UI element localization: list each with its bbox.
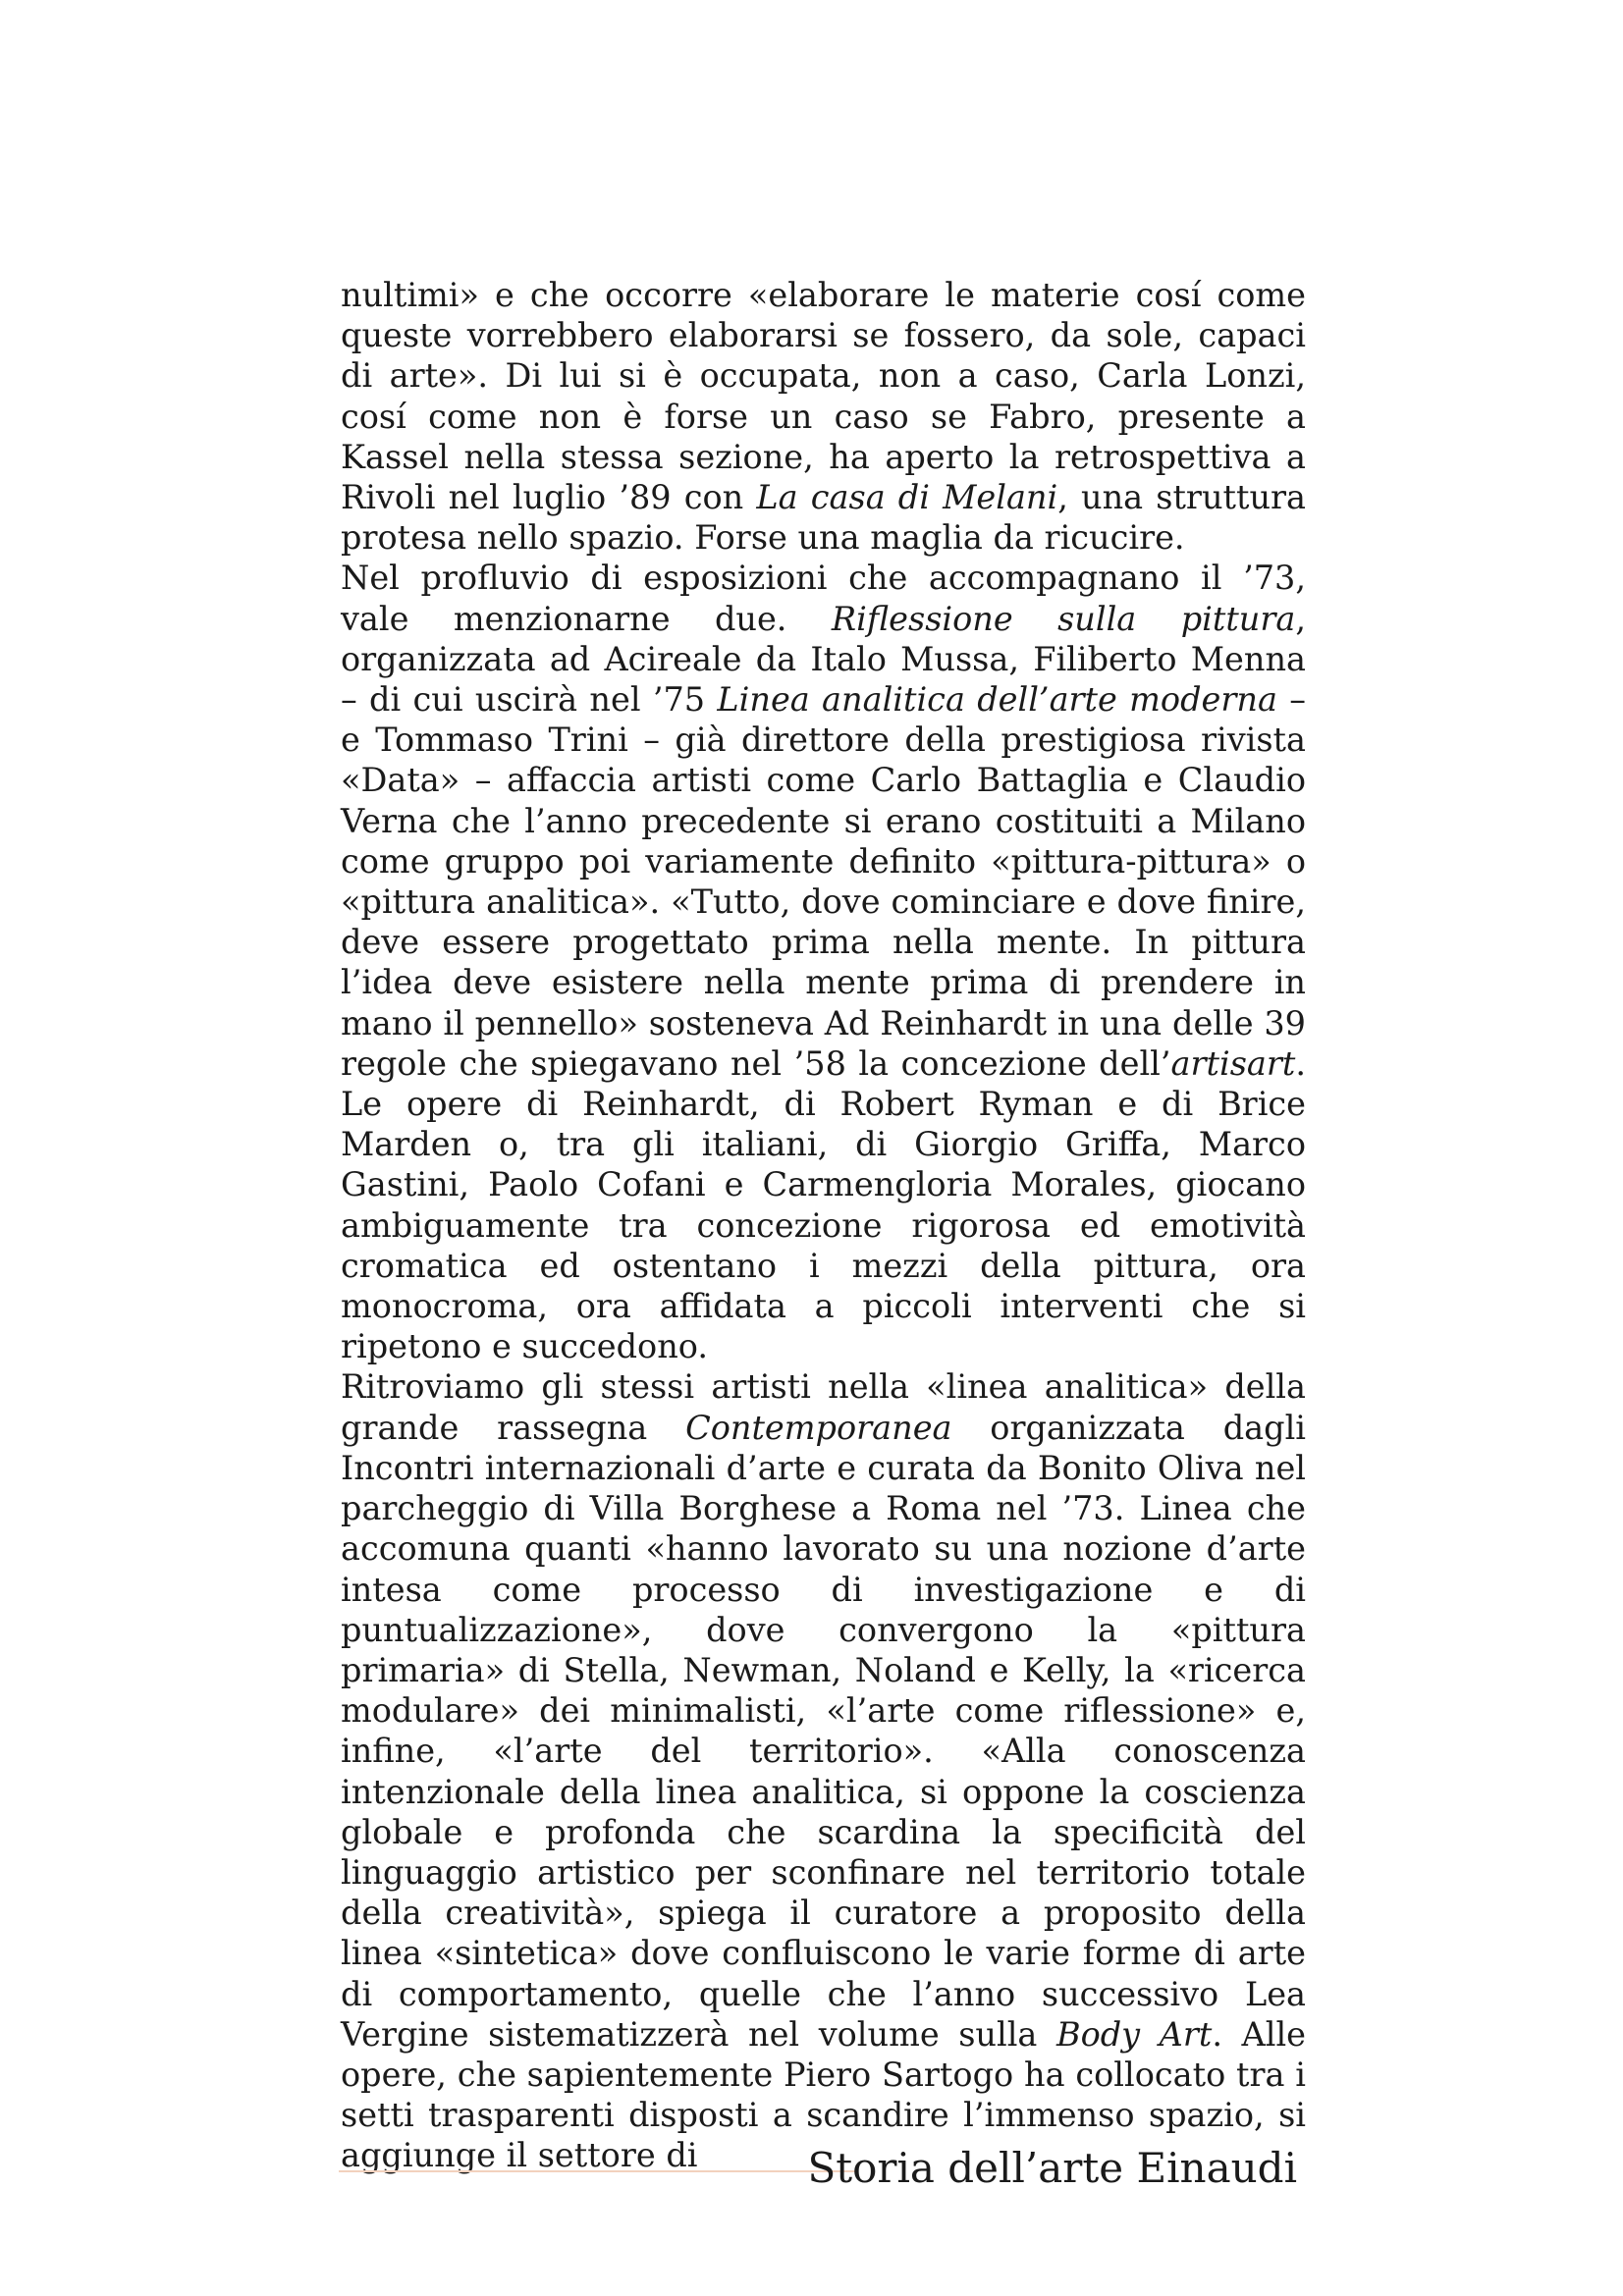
footer-rule	[339, 2170, 857, 2172]
paragraph-2	[341, 558, 1306, 1366]
text-run: Ritroviamo gli stessi artisti nella «linea analitica» della grande rassegna	[341, 1367, 1306, 1447]
paragraph-3	[341, 1366, 1306, 2175]
text-run: , organizzata ad Acireale da Italo Mussa, Filiberto Menna – di cui uscirà nel ’75	[341, 599, 1306, 720]
italic-title: Body Art	[1055, 2014, 1213, 2054]
italic-title: La casa di Melani	[756, 478, 1058, 517]
body-text	[341, 275, 1306, 2176]
italic-title: Riflessione sulla pittura	[831, 599, 1296, 638]
text-run: . Le opere di Reinhardt, di Robert Ryman e di Brice Marden o, tra gli italiani, di Giorgio Griffa, Marco Gastini, Paolo Cofani e Carmengloria Morales, giocano ambiguamente tra concezione rigorosa ed emotività cromatica ed ostentano i mezzi della pittura, ora monocroma, ora affidata a piccoli interventi che si ripetono e succedono.	[341, 1043, 1306, 1366]
text-run: Nel profluvio di esposizioni che accompagnano il ’73, vale menzionarne due.	[341, 559, 1306, 638]
text-run: , una struttura protesa nello spazio. Forse una maglia da ricucire.	[341, 478, 1307, 558]
footer-title: Storia dell’arte Einaudi	[807, 2144, 1297, 2192]
text-run: organizzata dagli Incontri internazionali d’arte e curata da Bonito Oliva nel parcheggio di Villa Borghese a Roma nel ’73. Linea che accomuna quanti «hanno lavorato su una nozione d’arte intesa come processo di investigazione e di puntualizzazione», dove convergono la «pittura primaria» di Stella, Newman, Noland e Kelly, la «ricerca modulare» dei minimalisti, «l’arte come riflessione» e, infine, «l’arte del territorio». «Alla conoscenza intenzionale della linea analitica, si oppone la coscienza globale e profonda che scardina la specificità del linguaggio artistico per sconfinare nel territorio totale della creatività», spiega il curatore a proposito della linea «sintetica» dove confluiscono le varie forme di arte di comportamento, quelle che l’anno successivo Lea Vergine sistematizzerà nel volume sulla	[341, 1408, 1307, 2054]
text-run: – e Tommaso Trini – già direttore della prestigiosa rivista «Data» – affaccia artisti come Carlo Battaglia e Claudio Verna che l’anno precedente si erano costituiti a Milano come gruppo poi variamente definito «pittura-pittura» o «pittura analitica». «Tutto, dove cominciare e dove finire, deve essere progettato prima nella mente. In pittura l’idea deve esistere nella mente prima di prendere in mano il pennello» sosteneva Ad Reinhardt in una delle 39 regole che spiegavano nel ’58 la concezione dell’	[341, 680, 1306, 1083]
text-run: . Alle opere, che sapientemente Piero Sartogo ha collocato tra i setti trasparenti disposti a scandire l’immenso spazio, si aggiunge il settore di	[341, 2014, 1306, 2175]
italic-title: Linea analitica dell’arte moderna	[717, 680, 1277, 720]
italic-title: Contemporanea	[685, 1408, 952, 1447]
paragraph-1	[341, 275, 1306, 558]
text-run: nultimi» e che occorre «elaborare le materie cosí come queste vorrebbero elaborarsi se fossero, da sole, capaci di arte». Di lui si è occupata, non a caso, Carla Lonzi, cosí come non è forse un caso se Fabro, presente a Kassel nella stessa sezione, ha aperto la retrospettiva a Rivoli nel luglio ’89 con	[341, 276, 1306, 517]
italic-term: artisart	[1170, 1043, 1296, 1083]
